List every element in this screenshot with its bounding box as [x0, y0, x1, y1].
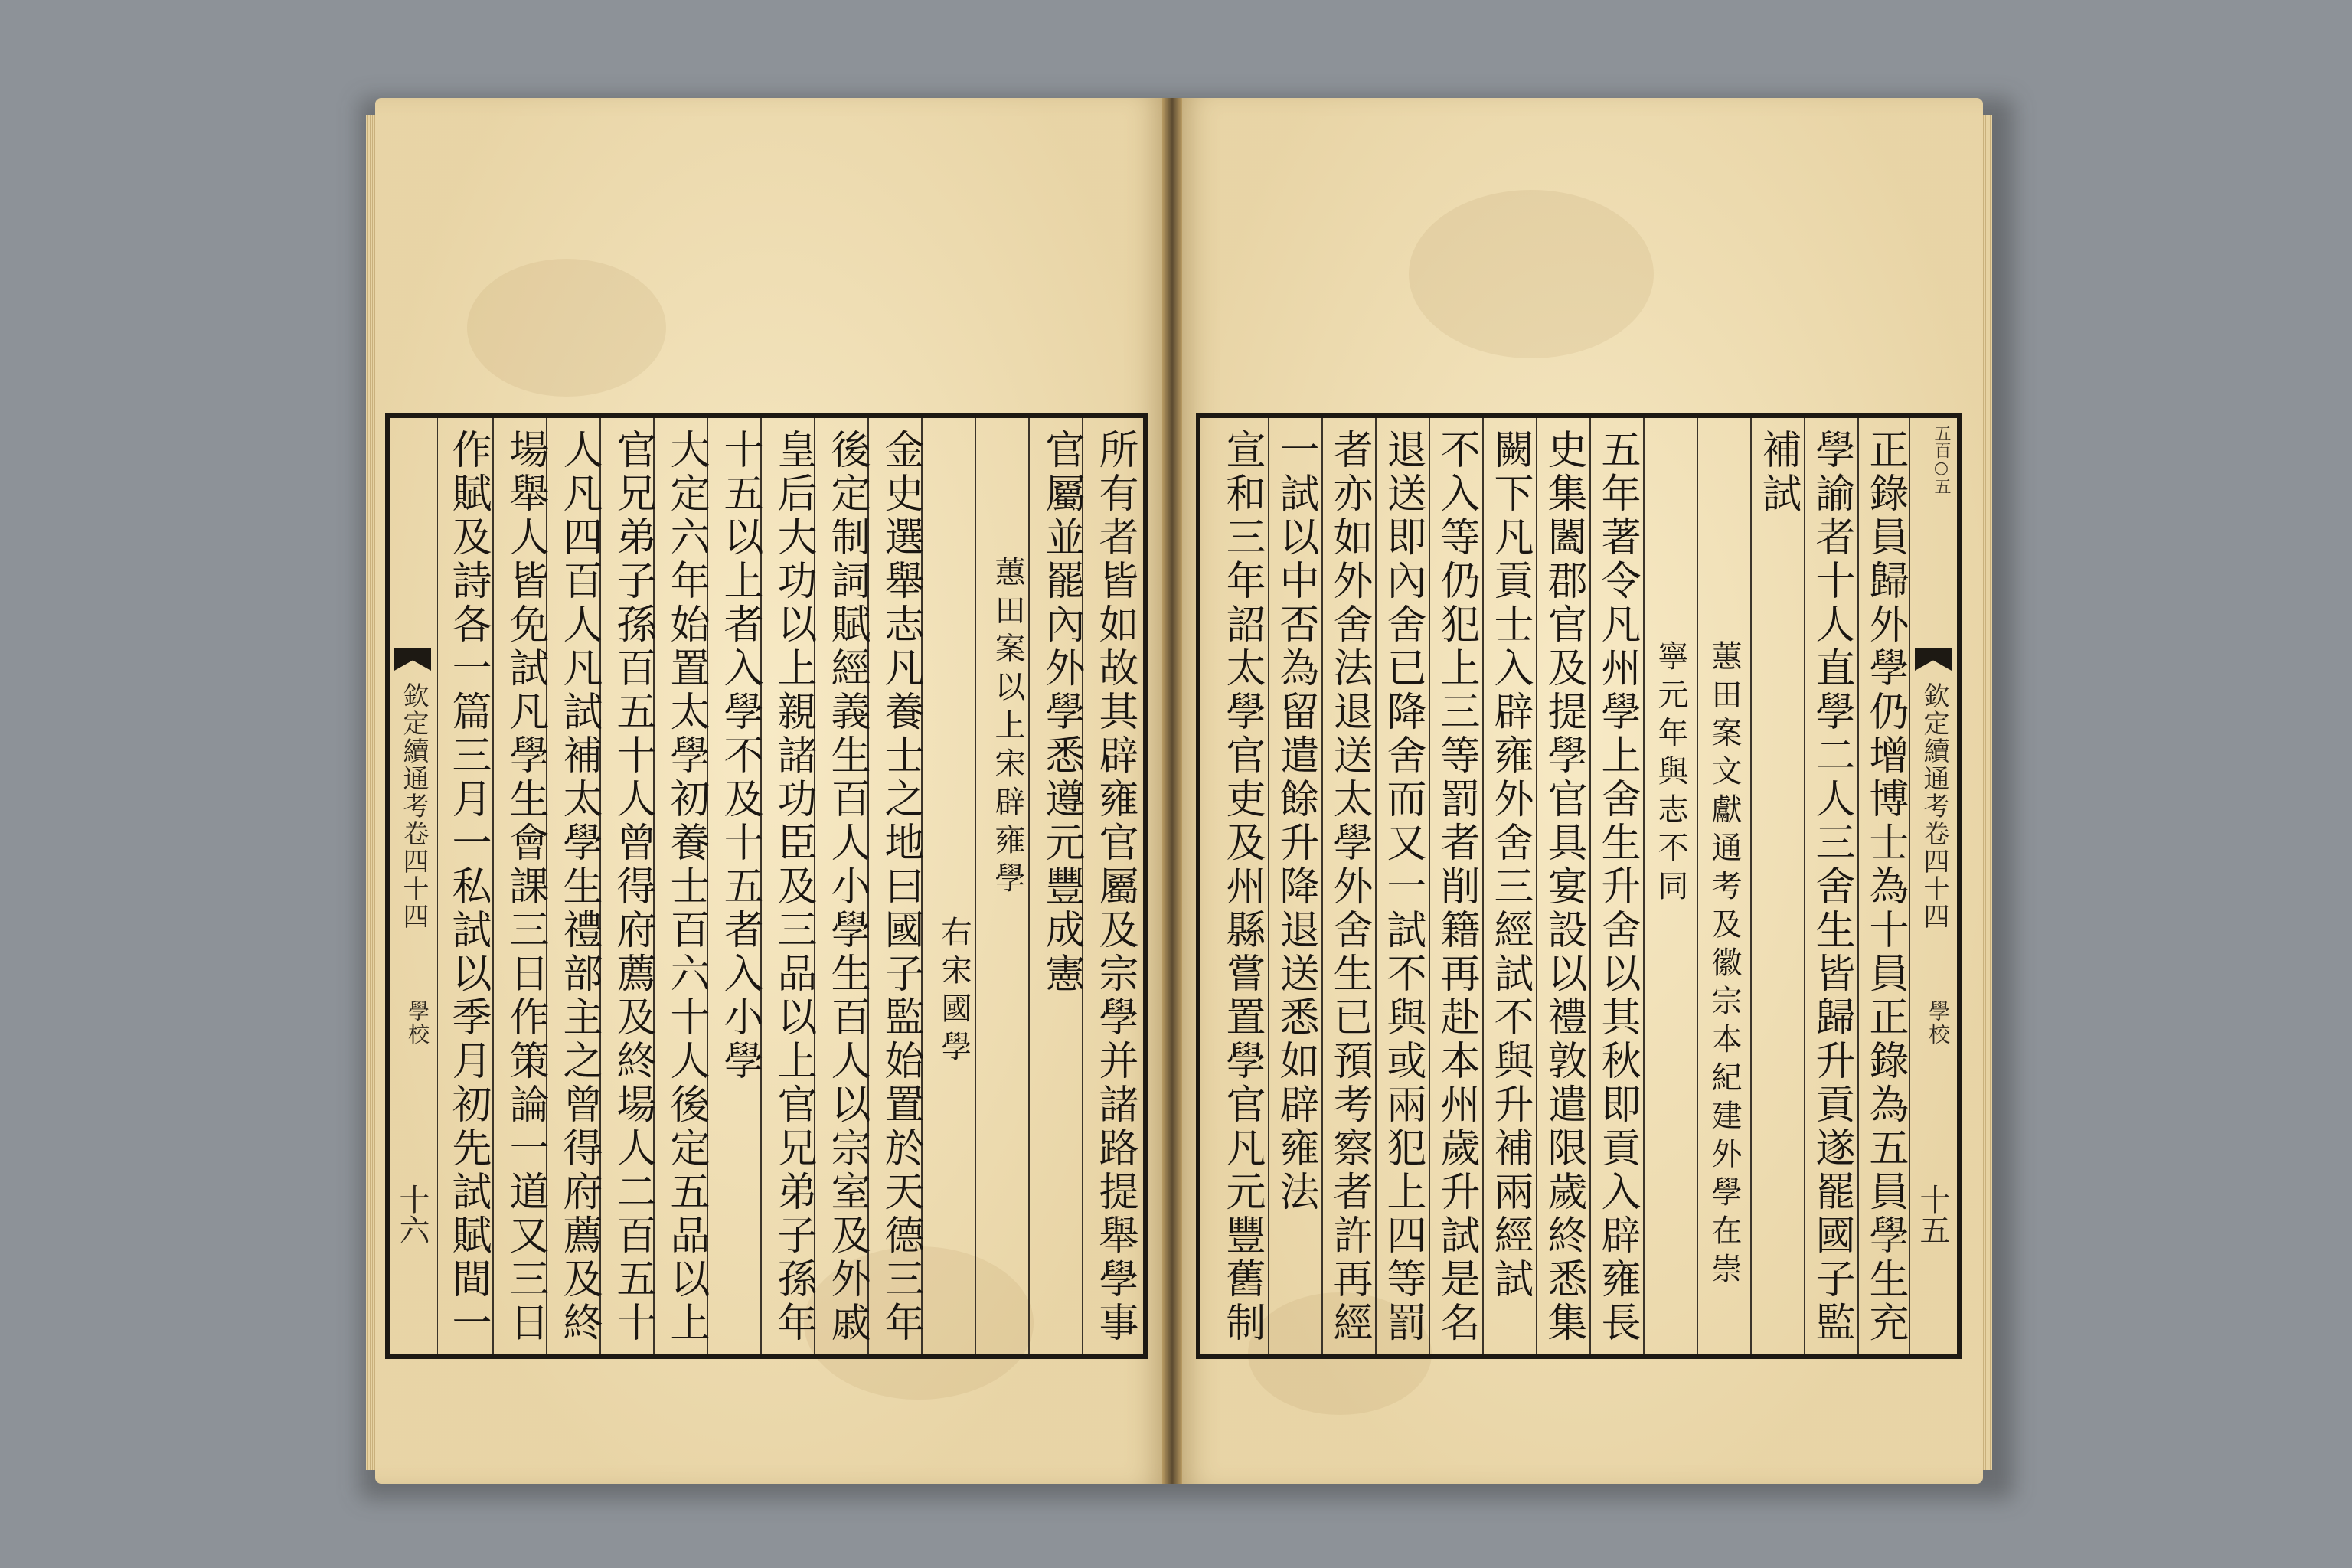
left-col-11: 人凡四百人凡試補太學生禮部主之曾得府薦及終 — [556, 429, 602, 1345]
right-col-1: 正錄員歸外學仍增博士為十員正錄為五員學生充 — [1862, 429, 1908, 1345]
right-fishtail-title: 欽定續通考卷四十四 — [1919, 682, 1949, 930]
right-col-6: 五年著令凡州學上舍生升舍以其秋即貢入辟雍長 — [1594, 429, 1640, 1345]
right-page-number: 十五 — [1915, 1184, 1950, 1245]
right-page-edge — [1981, 115, 1992, 1470]
book-gutter — [1162, 98, 1182, 1484]
left-fishtail-section: 學校 — [405, 1000, 430, 1046]
left-col-8: 十五以上者入學不及十五者入小學 — [717, 429, 763, 1083]
right-col-3: 補試 — [1755, 429, 1801, 516]
right-col-9: 不入等仍犯上三等罰者削籍再赴本州歲升試是名 — [1433, 429, 1479, 1345]
left-page-number: 十六 — [394, 1184, 430, 1245]
right-col-11: 者亦如外舍法退送太學外舍生已預考察者許再經 — [1326, 429, 1372, 1345]
left-col-5: 金史選舉志凡養士之地曰國子監始置於天德三年 — [877, 429, 923, 1345]
right-col-10: 退送即內舍已降舍而又一試不與或兩犯上四等罰 — [1380, 429, 1426, 1345]
left-col-10: 官兄弟子孫百五十人曾得府薦及終場人二百五十 — [609, 429, 655, 1345]
fishtail-mark-icon — [1915, 648, 1952, 671]
right-col-13: 宣和三年詔太學官吏及州縣嘗置學官凡元豐舊制 — [1219, 429, 1265, 1345]
right-col-5: 寧元年與志不同 — [1653, 640, 1688, 908]
left-text-frame — [385, 413, 1148, 1359]
right-fishtail-section: 學校 — [1926, 1000, 1951, 1046]
right-col-8: 闕下凡貢士入辟雍外舍三經試不與升補兩經試 — [1487, 429, 1533, 1302]
left-col-3: 蕙田案以上宋辟雍學 — [990, 556, 1025, 900]
left-col-9: 大定六年始置太學初養士百六十人後定五品以上 — [663, 429, 709, 1345]
right-col-12: 一試以中否為留遣餘升降退送悉如辟雍法 — [1272, 429, 1318, 1214]
right-headnote: 五百○五 — [1932, 425, 1951, 495]
right-fishtail — [1909, 418, 1958, 1354]
left-col-6: 後定制詞賦經義生百人小學生百人以宗室及外戚 — [824, 429, 870, 1345]
left-col-12: 場舉人皆免試凡學生會課三日作策論一道又三日 — [502, 429, 548, 1345]
fishtail-mark-icon — [394, 648, 431, 671]
left-col-13: 作賦及詩各一篇三月一私試以季月初先試賦間一 — [445, 429, 491, 1345]
left-col-1: 所有者皆如故其辟雍官屬及宗學并諸路提舉學事 — [1092, 429, 1138, 1345]
left-col-2: 官屬並罷內外學悉遵元豐成憲 — [1038, 429, 1084, 996]
right-col-7: 史集闔郡官及提學官具宴設以禮敦遣限歲終悉集 — [1540, 429, 1586, 1345]
right-text-frame — [1196, 413, 1962, 1359]
left-col-4: 右宋國學 — [936, 916, 972, 1069]
left-fishtail — [390, 418, 438, 1354]
right-col-4: 蕙田案文獻通考及徽宗本紀建外學在崇 — [1707, 640, 1742, 1291]
right-col-2: 學諭者十人直學二人三舍生皆歸升貢遂罷國子監 — [1808, 429, 1854, 1345]
left-col-7: 皇后大功以上親諸功臣及三品以上官兄弟子孫年 — [770, 429, 816, 1345]
left-fishtail-title: 欽定續通考卷四十四 — [398, 682, 429, 930]
